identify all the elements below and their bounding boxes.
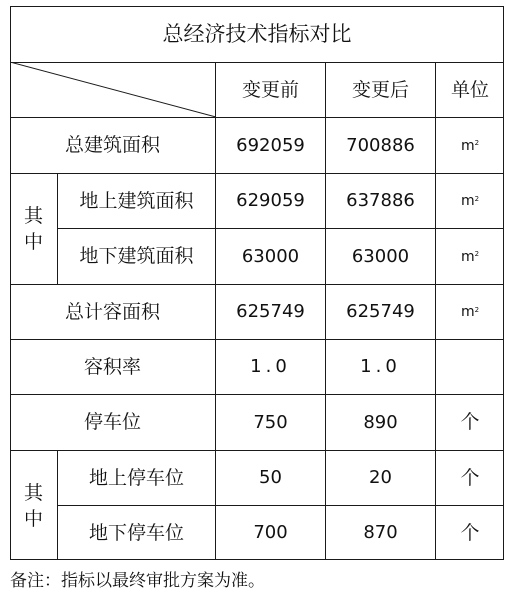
value-before: 1.0 [250, 356, 291, 377]
unit-cell: 个 [460, 466, 480, 489]
value-after: 20 [369, 467, 392, 488]
unit-superscript: 2 [474, 305, 480, 314]
value-after: 870 [363, 522, 398, 543]
unit-cell [436, 174, 504, 228]
corner-diagonal [10, 62, 216, 118]
table-title: 总经济技术指标对比 [162, 21, 352, 46]
group-label-char: 其 [23, 205, 43, 227]
row-label: 停车位 [83, 411, 141, 433]
value-before: 629059 [236, 190, 305, 211]
group-label-parking [10, 451, 57, 560]
unit-cell [436, 340, 504, 394]
row-label: 地上停车位 [88, 466, 184, 489]
value-after: 890 [363, 411, 398, 433]
header-unit: 单位 [450, 78, 489, 101]
row-label: 地上建筑面积 [79, 189, 194, 212]
group-label-char: 中 [23, 231, 43, 253]
value-after: 1.0 [360, 356, 401, 377]
unit-text: m [460, 193, 475, 209]
value-after: 700886 [346, 134, 415, 156]
value-after: 63000 [351, 245, 410, 267]
row-label: 总建筑面积 [64, 134, 160, 156]
unit-superscript: 2 [474, 194, 480, 203]
unit-cell: 个 [460, 521, 480, 544]
unit-superscript: 2 [474, 139, 480, 147]
group-label-area [10, 174, 57, 284]
value-before: 50 [259, 467, 282, 488]
value-after: 625749 [346, 301, 415, 322]
header-after: 变更后 [351, 78, 409, 101]
unit-text: m [460, 137, 475, 154]
unit-superscript: 2 [474, 250, 480, 258]
row-label: 地下停车位 [88, 521, 184, 544]
unit-cell: 个 [460, 411, 480, 433]
value-before: 692059 [236, 134, 305, 156]
row-label: 总计容面积 [64, 300, 160, 323]
group-label-char: 其 [23, 481, 43, 504]
group-label-char: 中 [23, 507, 43, 530]
row-label: 地下建筑面积 [79, 245, 194, 267]
unit-cell [436, 118, 504, 173]
header-before: 变更前 [241, 78, 299, 101]
value-before: 625749 [236, 301, 305, 322]
value-before: 700 [253, 522, 288, 543]
unit-text: m [460, 248, 475, 265]
value-before: 63000 [241, 245, 300, 267]
unit-cell [436, 229, 504, 284]
footnote: 备注：指标以最终审批方案为准。 [10, 571, 265, 591]
value-before: 750 [253, 411, 288, 433]
unit-cell [436, 285, 504, 339]
row-label: 容积率 [83, 355, 141, 378]
unit-text: m [460, 304, 475, 320]
value-after: 637886 [346, 190, 415, 211]
